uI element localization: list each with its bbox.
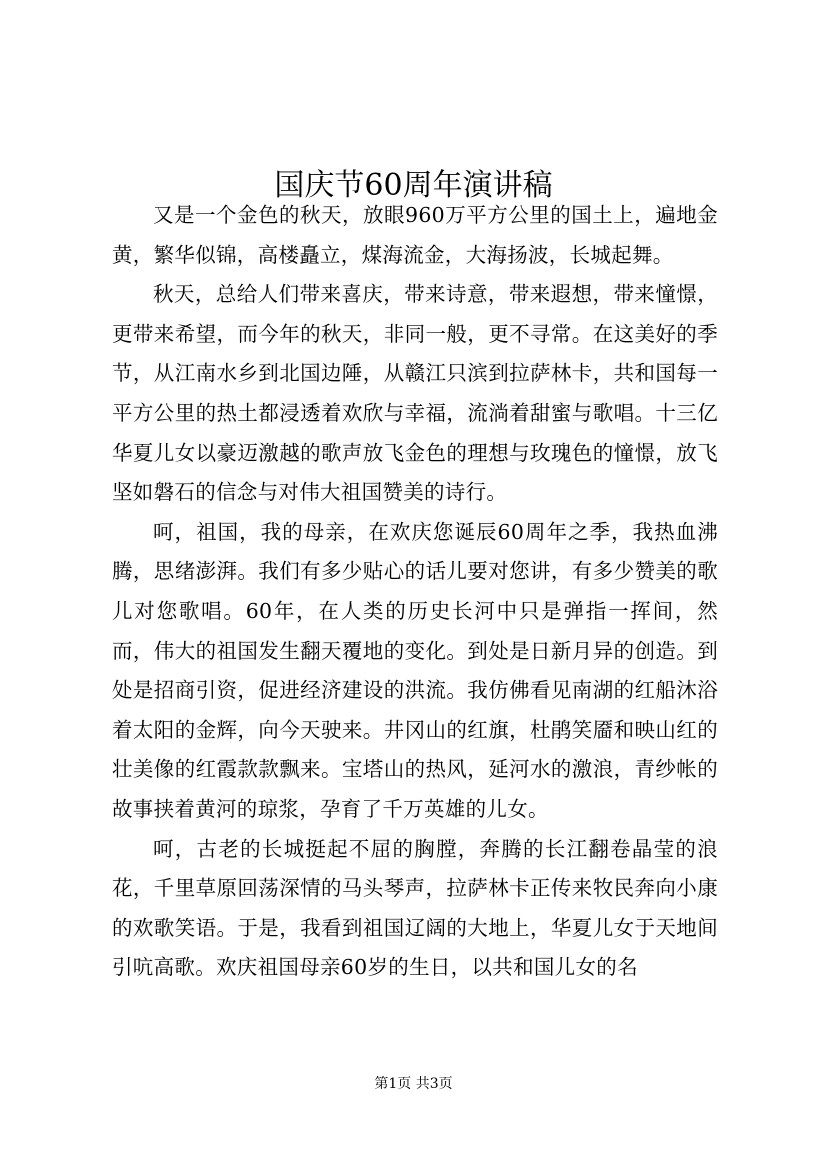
paragraph-3: 呵，祖国，我的母亲，在欢庆您诞辰60周年之季，我热血沸腾，思绪澎湃。我们有多少贴心的话儿要对您讲，有多少赞美的歌儿对您歌唱。60年，在人类的历史长河中只是弹指一挥间，然而，伟大的祖国发生翻天覆地的变化。到处是日新月异的创造。到处是招商引资，促进经济建设的洪流。我仿佛看见南湖的红船沐浴着太阳的金辉，向今天驶来。井冈山的红旗，杜鹃笑靥和映山红的壮美像的红霞款款飘来。宝塔山的热风，延河水的激浪，青纱帐的故事挟着黄河的琼浆，孕育了千万英雄的儿女。 xyxy=(112,519,718,821)
page-footer: 第1页 共3页 xyxy=(374,1076,453,1092)
paragraph-1: 又是一个金色的秋天，放眼960万平方公里的国土上，遍地金黄，繁华似锦，高楼矗立，煤海流金，大海扬波，长城起舞。 xyxy=(112,203,718,267)
document-body xyxy=(112,196,718,988)
document-title: 国庆节60周年演讲稿 xyxy=(274,168,553,204)
paragraph-2: 秋天，总给人们带来喜庆，带来诗意，带来遐想，带来憧憬，更带来希望，而今年的秋天，非同一般，更不寻常。在这美好的季节，从江南水乡到北国边陲，从赣江只滨到拉萨林卡，共和国每一平方公里的热土都浸透着欢欣与幸福，流淌着甜蜜与歌唱。十三亿华夏儿女以豪迈激越的歌声放飞金色的理想与玫瑰色的憧憬，放飞坚如磐石的信念与对伟大祖国赞美的诗行。 xyxy=(112,282,718,505)
paragraph-4: 呵，古老的长城挺起不屈的胸膛，奔腾的长江翻卷晶莹的浪花，千里草原回荡深情的马头琴声，拉萨林卡正传来牧民奔向小康的欢歌笑语。于是，我看到祖国辽阔的大地上，华夏儿女于天地间引吭高歌。欢庆祖国母亲60岁的生日，以共和国儿女的名 xyxy=(112,836,718,980)
